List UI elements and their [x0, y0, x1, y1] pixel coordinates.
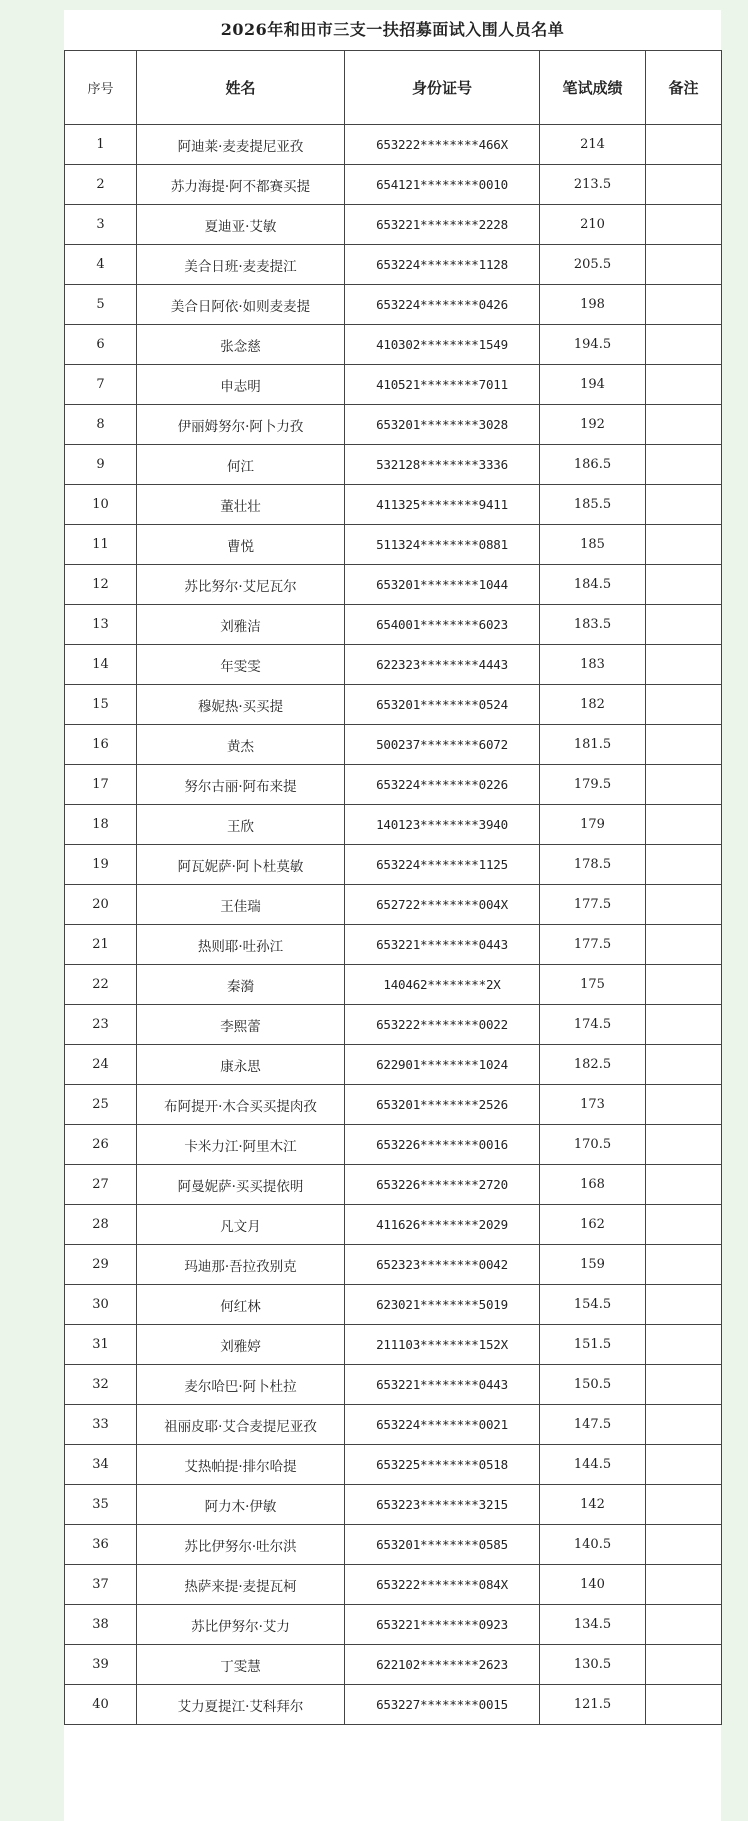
- written-score-cell: 162: [540, 1205, 646, 1245]
- id-number-cell: 653227********0015: [345, 1685, 540, 1725]
- candidate-table: [64, 50, 722, 1725]
- id-number-cell: 511324********0881: [345, 525, 540, 565]
- name-cell: 刘雅婷: [137, 1325, 345, 1365]
- name-cell: 艾力夏提江·艾科拜尔: [137, 1685, 345, 1725]
- remarks-cell: [646, 605, 722, 645]
- serial-number-cell: 39: [65, 1645, 137, 1685]
- written-score-cell: 181.5: [540, 725, 646, 765]
- table-row: [65, 165, 722, 205]
- id-number-cell: 653226********0016: [345, 1125, 540, 1165]
- id-number-cell: 653222********466X: [345, 125, 540, 165]
- table-row: [65, 605, 722, 645]
- name-cell: 丁雯慧: [137, 1645, 345, 1685]
- remarks-cell: [646, 1205, 722, 1245]
- name-cell: 张念慈: [137, 325, 345, 365]
- remarks-cell: [646, 1605, 722, 1645]
- serial-number-cell: 12: [65, 565, 137, 605]
- written-score-cell: 214: [540, 125, 646, 165]
- serial-number-cell: 1: [65, 125, 137, 165]
- id-number-cell: 622901********1024: [345, 1045, 540, 1085]
- remarks-cell: [646, 485, 722, 525]
- written-score-cell: 140: [540, 1565, 646, 1605]
- serial-number-cell: 38: [65, 1605, 137, 1645]
- table-row: [65, 405, 722, 445]
- written-score-cell: 182: [540, 685, 646, 725]
- written-score-cell: 177.5: [540, 925, 646, 965]
- table-row: [65, 1485, 722, 1525]
- table-row: [65, 1285, 722, 1325]
- table-row: [65, 1365, 722, 1405]
- header-written-score: 笔试成绩: [540, 51, 646, 125]
- name-cell: 苏比伊努尔·艾力: [137, 1605, 345, 1645]
- written-score-cell: 130.5: [540, 1645, 646, 1685]
- remarks-cell: [646, 1085, 722, 1125]
- id-number-cell: 653201********1044: [345, 565, 540, 605]
- remarks-cell: [646, 165, 722, 205]
- written-score-cell: 185: [540, 525, 646, 565]
- written-score-cell: 147.5: [540, 1405, 646, 1445]
- serial-number-cell: 25: [65, 1085, 137, 1125]
- table-row: [65, 1245, 722, 1285]
- table-row: [65, 1445, 722, 1485]
- written-score-cell: 154.5: [540, 1285, 646, 1325]
- written-score-cell: 140.5: [540, 1525, 646, 1565]
- id-number-cell: 622102********2623: [345, 1645, 540, 1685]
- document-title: 2026年和田市三支一扶招募面试入围人员名单: [220, 20, 565, 39]
- id-number-cell: 653226********2720: [345, 1165, 540, 1205]
- id-number-cell: 410521********7011: [345, 365, 540, 405]
- written-score-cell: 168: [540, 1165, 646, 1205]
- table-row: [65, 725, 722, 765]
- written-score-cell: 151.5: [540, 1325, 646, 1365]
- header-name: 姓名: [137, 51, 345, 125]
- remarks-cell: [646, 1365, 722, 1405]
- remarks-cell: [646, 1485, 722, 1525]
- id-number-cell: 653225********0518: [345, 1445, 540, 1485]
- written-score-cell: 159: [540, 1245, 646, 1285]
- written-score-cell: 173: [540, 1085, 646, 1125]
- name-cell: 努尔古丽·阿布来提: [137, 765, 345, 805]
- header-serial-number: 序号: [65, 51, 137, 125]
- name-cell: 穆妮热·买买提: [137, 685, 345, 725]
- remarks-cell: [646, 725, 722, 765]
- written-score-cell: 184.5: [540, 565, 646, 605]
- serial-number-cell: 26: [65, 1125, 137, 1165]
- remarks-cell: [646, 925, 722, 965]
- id-number-cell: 532128********3336: [345, 445, 540, 485]
- written-score-cell: 186.5: [540, 445, 646, 485]
- written-score-cell: 185.5: [540, 485, 646, 525]
- written-score-cell: 194.5: [540, 325, 646, 365]
- remarks-cell: [646, 1125, 722, 1165]
- id-number-cell: 653201********3028: [345, 405, 540, 445]
- name-cell: 美合日阿依·如则麦麦提: [137, 285, 345, 325]
- id-number-cell: 653221********0923: [345, 1605, 540, 1645]
- table-row: [65, 965, 722, 1005]
- id-number-cell: 140123********3940: [345, 805, 540, 845]
- serial-number-cell: 19: [65, 845, 137, 885]
- remarks-cell: [646, 565, 722, 605]
- remarks-cell: [646, 365, 722, 405]
- table-row: [65, 1405, 722, 1445]
- written-score-cell: 183: [540, 645, 646, 685]
- serial-number-cell: 9: [65, 445, 137, 485]
- id-number-cell: 653224********0021: [345, 1405, 540, 1445]
- written-score-cell: 194: [540, 365, 646, 405]
- id-number-cell: 653224********0426: [345, 285, 540, 325]
- serial-number-cell: 28: [65, 1205, 137, 1245]
- serial-number-cell: 3: [65, 205, 137, 245]
- table-row: [65, 565, 722, 605]
- table-row: [65, 205, 722, 245]
- name-cell: 热则耶·吐孙江: [137, 925, 345, 965]
- serial-number-cell: 11: [65, 525, 137, 565]
- serial-number-cell: 24: [65, 1045, 137, 1085]
- remarks-cell: [646, 765, 722, 805]
- table-row: [65, 1325, 722, 1365]
- written-score-cell: 170.5: [540, 1125, 646, 1165]
- written-score-cell: 205.5: [540, 245, 646, 285]
- table-row: [65, 685, 722, 725]
- written-score-cell: 192: [540, 405, 646, 445]
- remarks-cell: [646, 1045, 722, 1085]
- written-score-cell: 134.5: [540, 1605, 646, 1645]
- table-row: [65, 1645, 722, 1685]
- remarks-cell: [646, 285, 722, 325]
- serial-number-cell: 29: [65, 1245, 137, 1285]
- written-score-cell: 174.5: [540, 1005, 646, 1045]
- remarks-cell: [646, 1325, 722, 1365]
- document-sheet: [64, 10, 721, 1821]
- table-row: [65, 1085, 722, 1125]
- table-row: [65, 1605, 722, 1645]
- table-row: [65, 1205, 722, 1245]
- id-number-cell: 653221********0443: [345, 925, 540, 965]
- serial-number-cell: 17: [65, 765, 137, 805]
- serial-number-cell: 30: [65, 1285, 137, 1325]
- serial-number-cell: 22: [65, 965, 137, 1005]
- remarks-cell: [646, 845, 722, 885]
- written-score-cell: 179: [540, 805, 646, 845]
- remarks-cell: [646, 325, 722, 365]
- id-number-cell: 622323********4443: [345, 645, 540, 685]
- serial-number-cell: 36: [65, 1525, 137, 1565]
- remarks-cell: [646, 1445, 722, 1485]
- remarks-cell: [646, 1005, 722, 1045]
- table-row: [65, 365, 722, 405]
- name-cell: 艾热帕提·排尔哈提: [137, 1445, 345, 1485]
- remarks-cell: [646, 1165, 722, 1205]
- serial-number-cell: 23: [65, 1005, 137, 1045]
- name-cell: 卡米力江·阿里木江: [137, 1125, 345, 1165]
- id-number-cell: 653221********2228: [345, 205, 540, 245]
- written-score-cell: 183.5: [540, 605, 646, 645]
- table-row: [65, 325, 722, 365]
- name-cell: 麦尔哈巴·阿卜杜拉: [137, 1365, 345, 1405]
- serial-number-cell: 18: [65, 805, 137, 845]
- remarks-cell: [646, 1285, 722, 1325]
- remarks-cell: [646, 1405, 722, 1445]
- name-cell: 刘雅洁: [137, 605, 345, 645]
- id-number-cell: 654001********6023: [345, 605, 540, 645]
- serial-number-cell: 32: [65, 1365, 137, 1405]
- remarks-cell: [646, 205, 722, 245]
- id-number-cell: 653224********1128: [345, 245, 540, 285]
- table-row: [65, 1125, 722, 1165]
- id-number-cell: 140462********2X: [345, 965, 540, 1005]
- id-number-cell: 653222********0022: [345, 1005, 540, 1045]
- remarks-cell: [646, 1245, 722, 1285]
- remarks-cell: [646, 885, 722, 925]
- serial-number-cell: 37: [65, 1565, 137, 1605]
- name-cell: 苏比伊努尔·吐尔洪: [137, 1525, 345, 1565]
- remarks-cell: [646, 245, 722, 285]
- table-body: [65, 125, 722, 1725]
- table-row: [65, 845, 722, 885]
- written-score-cell: 121.5: [540, 1685, 646, 1725]
- written-score-cell: 179.5: [540, 765, 646, 805]
- name-cell: 苏力海提·阿不都赛买提: [137, 165, 345, 205]
- table-row: [65, 1525, 722, 1565]
- table-row: [65, 1685, 722, 1725]
- table-row: [65, 245, 722, 285]
- table-row: [65, 645, 722, 685]
- remarks-cell: [646, 1645, 722, 1685]
- name-cell: 阿迪莱·麦麦提尼亚孜: [137, 125, 345, 165]
- name-cell: 夏迪亚·艾敏: [137, 205, 345, 245]
- remarks-cell: [646, 125, 722, 165]
- serial-number-cell: 16: [65, 725, 137, 765]
- name-cell: 布阿提开·木合买买提肉孜: [137, 1085, 345, 1125]
- table-row: [65, 1165, 722, 1205]
- serial-number-cell: 15: [65, 685, 137, 725]
- id-number-cell: 653201********2526: [345, 1085, 540, 1125]
- name-cell: 凡文月: [137, 1205, 345, 1245]
- table-row: [65, 485, 722, 525]
- id-number-cell: 653223********3215: [345, 1485, 540, 1525]
- table-row: [65, 1045, 722, 1085]
- id-number-cell: 653222********084X: [345, 1565, 540, 1605]
- written-score-cell: 175: [540, 965, 646, 1005]
- name-cell: 王欣: [137, 805, 345, 845]
- serial-number-cell: 13: [65, 605, 137, 645]
- name-cell: 秦漪: [137, 965, 345, 1005]
- serial-number-cell: 6: [65, 325, 137, 365]
- name-cell: 黄杰: [137, 725, 345, 765]
- remarks-cell: [646, 1685, 722, 1725]
- name-cell: 曹悦: [137, 525, 345, 565]
- name-cell: 王佳瑞: [137, 885, 345, 925]
- id-number-cell: 654121********0010: [345, 165, 540, 205]
- id-number-cell: 500237********6072: [345, 725, 540, 765]
- table-row: [65, 125, 722, 165]
- id-number-cell: 653221********0443: [345, 1365, 540, 1405]
- remarks-cell: [646, 525, 722, 565]
- table-row: [65, 765, 722, 805]
- remarks-cell: [646, 405, 722, 445]
- name-cell: 何江: [137, 445, 345, 485]
- serial-number-cell: 5: [65, 285, 137, 325]
- serial-number-cell: 10: [65, 485, 137, 525]
- id-number-cell: 411626********2029: [345, 1205, 540, 1245]
- id-number-cell: 411325********9411: [345, 485, 540, 525]
- name-cell: 何红林: [137, 1285, 345, 1325]
- id-number-cell: 211103********152X: [345, 1325, 540, 1365]
- name-cell: 阿瓦妮萨·阿卜杜莫敏: [137, 845, 345, 885]
- written-score-cell: 198: [540, 285, 646, 325]
- name-cell: 美合日班·麦麦提江: [137, 245, 345, 285]
- name-cell: 阿曼妮萨·买买提依明: [137, 1165, 345, 1205]
- name-cell: 热萨来提·麦提瓦柯: [137, 1565, 345, 1605]
- remarks-cell: [646, 1525, 722, 1565]
- remarks-cell: [646, 685, 722, 725]
- written-score-cell: 178.5: [540, 845, 646, 885]
- serial-number-cell: 8: [65, 405, 137, 445]
- id-number-cell: 653224********1125: [345, 845, 540, 885]
- written-score-cell: 210: [540, 205, 646, 245]
- id-number-cell: 653201********0524: [345, 685, 540, 725]
- id-number-cell: 623021********5019: [345, 1285, 540, 1325]
- table-row: [65, 1565, 722, 1605]
- serial-number-cell: 35: [65, 1485, 137, 1525]
- table-row: [65, 805, 722, 845]
- written-score-cell: 150.5: [540, 1365, 646, 1405]
- written-score-cell: 213.5: [540, 165, 646, 205]
- header-remarks: 备注: [646, 51, 722, 125]
- name-cell: 祖丽皮耶·艾合麦提尼亚孜: [137, 1405, 345, 1445]
- written-score-cell: 144.5: [540, 1445, 646, 1485]
- table-header-row: [65, 51, 722, 125]
- name-cell: 年雯雯: [137, 645, 345, 685]
- written-score-cell: 142: [540, 1485, 646, 1525]
- header-id-number: 身份证号: [345, 51, 540, 125]
- remarks-cell: [646, 645, 722, 685]
- remarks-cell: [646, 445, 722, 485]
- serial-number-cell: 33: [65, 1405, 137, 1445]
- serial-number-cell: 2: [65, 165, 137, 205]
- serial-number-cell: 14: [65, 645, 137, 685]
- serial-number-cell: 31: [65, 1325, 137, 1365]
- table-row: [65, 925, 722, 965]
- serial-number-cell: 21: [65, 925, 137, 965]
- remarks-cell: [646, 965, 722, 1005]
- id-number-cell: 652722********004X: [345, 885, 540, 925]
- name-cell: 阿力木·伊敏: [137, 1485, 345, 1525]
- name-cell: 伊丽姆努尔·阿卜力孜: [137, 405, 345, 445]
- id-number-cell: 653224********0226: [345, 765, 540, 805]
- table-row: [65, 885, 722, 925]
- table-row: [65, 445, 722, 485]
- serial-number-cell: 4: [65, 245, 137, 285]
- written-score-cell: 182.5: [540, 1045, 646, 1085]
- name-cell: 康永思: [137, 1045, 345, 1085]
- remarks-cell: [646, 1565, 722, 1605]
- serial-number-cell: 40: [65, 1685, 137, 1725]
- table-row: [65, 1005, 722, 1045]
- id-number-cell: 410302********1549: [345, 325, 540, 365]
- serial-number-cell: 7: [65, 365, 137, 405]
- name-cell: 董壮壮: [137, 485, 345, 525]
- remarks-cell: [646, 805, 722, 845]
- id-number-cell: 652323********0042: [345, 1245, 540, 1285]
- serial-number-cell: 27: [65, 1165, 137, 1205]
- id-number-cell: 653201********0585: [345, 1525, 540, 1565]
- serial-number-cell: 20: [65, 885, 137, 925]
- table-row: [65, 525, 722, 565]
- name-cell: 申志明: [137, 365, 345, 405]
- name-cell: 玛迪那·吾拉孜别克: [137, 1245, 345, 1285]
- written-score-cell: 177.5: [540, 885, 646, 925]
- name-cell: 苏比努尔·艾尼瓦尔: [137, 565, 345, 605]
- serial-number-cell: 34: [65, 1445, 137, 1485]
- name-cell: 李熙蕾: [137, 1005, 345, 1045]
- table-row: [65, 285, 722, 325]
